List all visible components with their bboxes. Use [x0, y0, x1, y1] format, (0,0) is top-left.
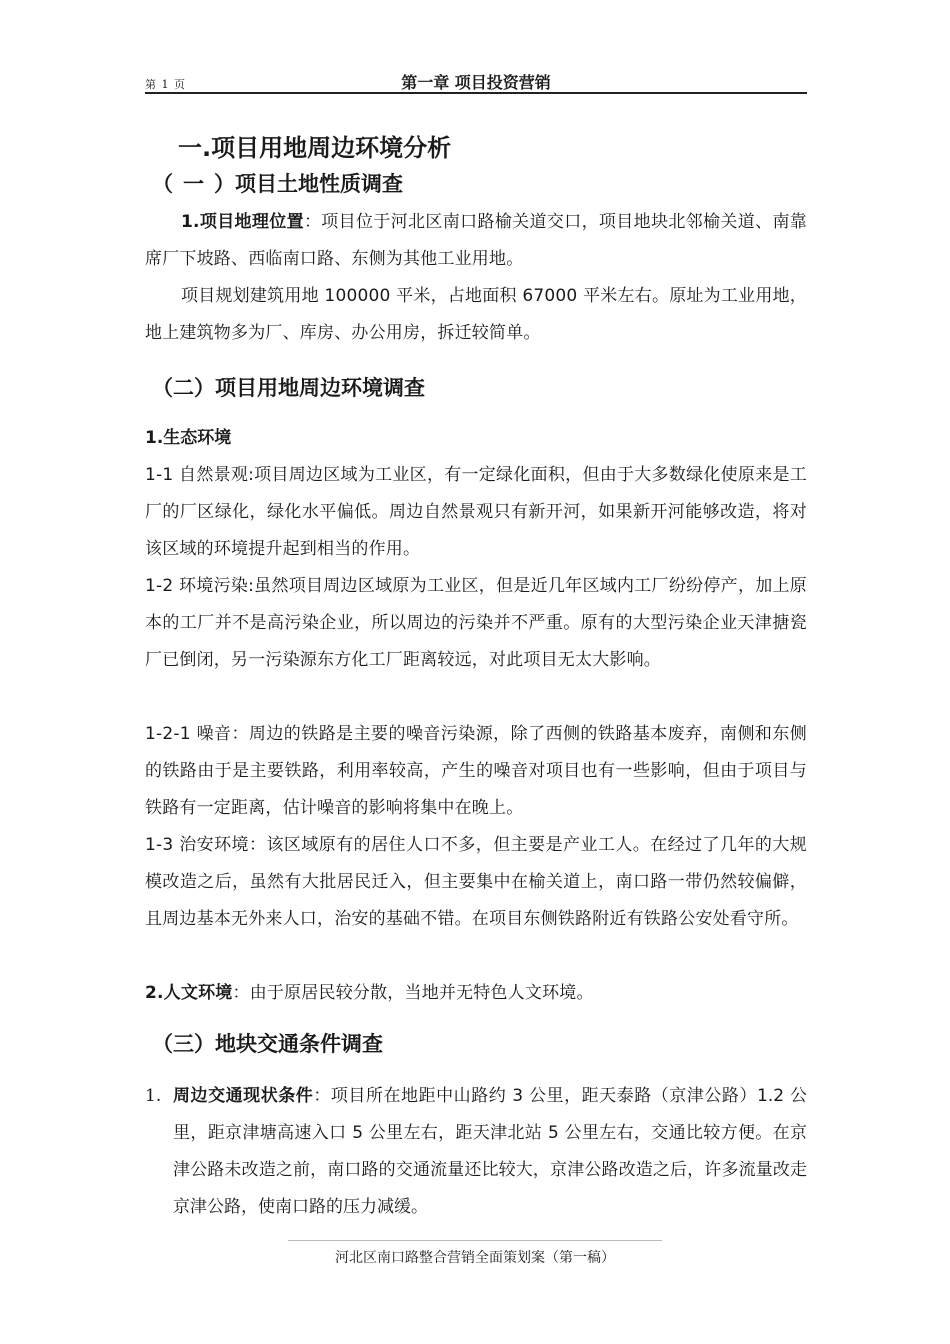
traffic-label: 周边交通现状条件	[173, 1086, 314, 1106]
paragraph-natural-scenery: 1-1 自然景观:项目周边区域为工业区，有一定绿化面积，但由于大多数绿化使原来是工厂的厂区绿化，绿化水平偏低。周边自然景观只有新开河，如果新开河能够改造，将对该区域的环境提升起到相当的作用。	[145, 465, 807, 559]
culture-label: 2.人文环境	[145, 983, 233, 1003]
chapter-title: 第一章 项目投资营销	[401, 73, 551, 92]
paragraph-location	[145, 204, 807, 278]
page-footer: 河北区南口路整合营销全面策划案（第一稿）	[288, 1240, 662, 1267]
paragraph-public-security: 1-3 治安环境：该区域原有的居住人口不多，但主要是产业工人。在经过了几年的大规模改造之后，虽然有大批居民迁入，但主要集中在榆关道上，南口路一带仍然较偏僻，且周边基本无外来人口，治安的基础不错。在项目东侧铁路附近有铁路公安处看守所。	[145, 835, 807, 929]
traffic-text: ：项目所在地距中山路约 3 公里，距天泰路（京津公路）1.2 公里，距京津塘高速入口 5 公里左右，距天津北站 5 公里左右，交通比较方便。在京津公路未改造之前，南口路的交通流量还比较大，京津公路改造之后，许多流量改走京津公路，使南口路的压力减缓。	[173, 1086, 807, 1217]
section-3-heading: （三）地块交通条件调查	[152, 1032, 383, 1056]
main-heading: 一.项目用地周边环境分析	[178, 134, 452, 162]
section-1-number: 一	[183, 172, 204, 196]
paragraph-land-area: 项目规划建筑用地 100000 平米，占地面积 67000 平米左右。原址为工业用地，地上建筑物多为厂、库房、办公用房，拆迁较简单。	[145, 286, 807, 343]
list-item-traffic	[145, 1078, 807, 1226]
paragraph-noise: 1-2-1 噪音：周边的铁路是主要的噪音污染源，除了西侧的铁路基本废弃，南侧和东侧的铁路由于是主要铁路，利用率较高，产生的噪音对项目也有一些影响，但由于项目与铁路有一定距离，估计噪音的影响将集中在晚上。	[145, 724, 807, 818]
section-1-open-paren: （	[152, 172, 173, 196]
page-number: 第 1 页	[145, 78, 186, 91]
paragraph-culture	[145, 975, 807, 1012]
page-header	[145, 70, 807, 94]
traffic-body	[173, 1078, 807, 1226]
section-1-title-text: 项目土地性质调查	[235, 172, 403, 196]
section-1-heading	[152, 168, 403, 198]
list-marker: 1.	[145, 1086, 162, 1106]
location-text: ：项目位于河北区南口路榆关道交口，项目地块北邻榆关道、南靠席厂下坡路、西临南口路、东侧为其他工业用地。	[145, 212, 807, 269]
section-2-heading: （二）项目用地周边环境调查	[152, 376, 425, 400]
location-label: 1.项目地理位置	[181, 212, 304, 232]
section-1-close-paren: ）	[214, 172, 235, 196]
culture-text: ：由于原居民较分散，当地并无特色人文环境。	[232, 983, 594, 1003]
paragraph-pollution: 1-2 环境污染:虽然项目周边区域原为工业区，但是近几年区域内工厂纷纷停产，加上原本的工厂并不是高污染企业，所以周边的污染并不严重。原有的大型污染企业天津搪瓷厂已倒闭，另一污染源东方化工厂距离较远，对此项目无太大影响。	[145, 576, 807, 670]
ecology-heading: 1.生态环境	[145, 428, 232, 448]
